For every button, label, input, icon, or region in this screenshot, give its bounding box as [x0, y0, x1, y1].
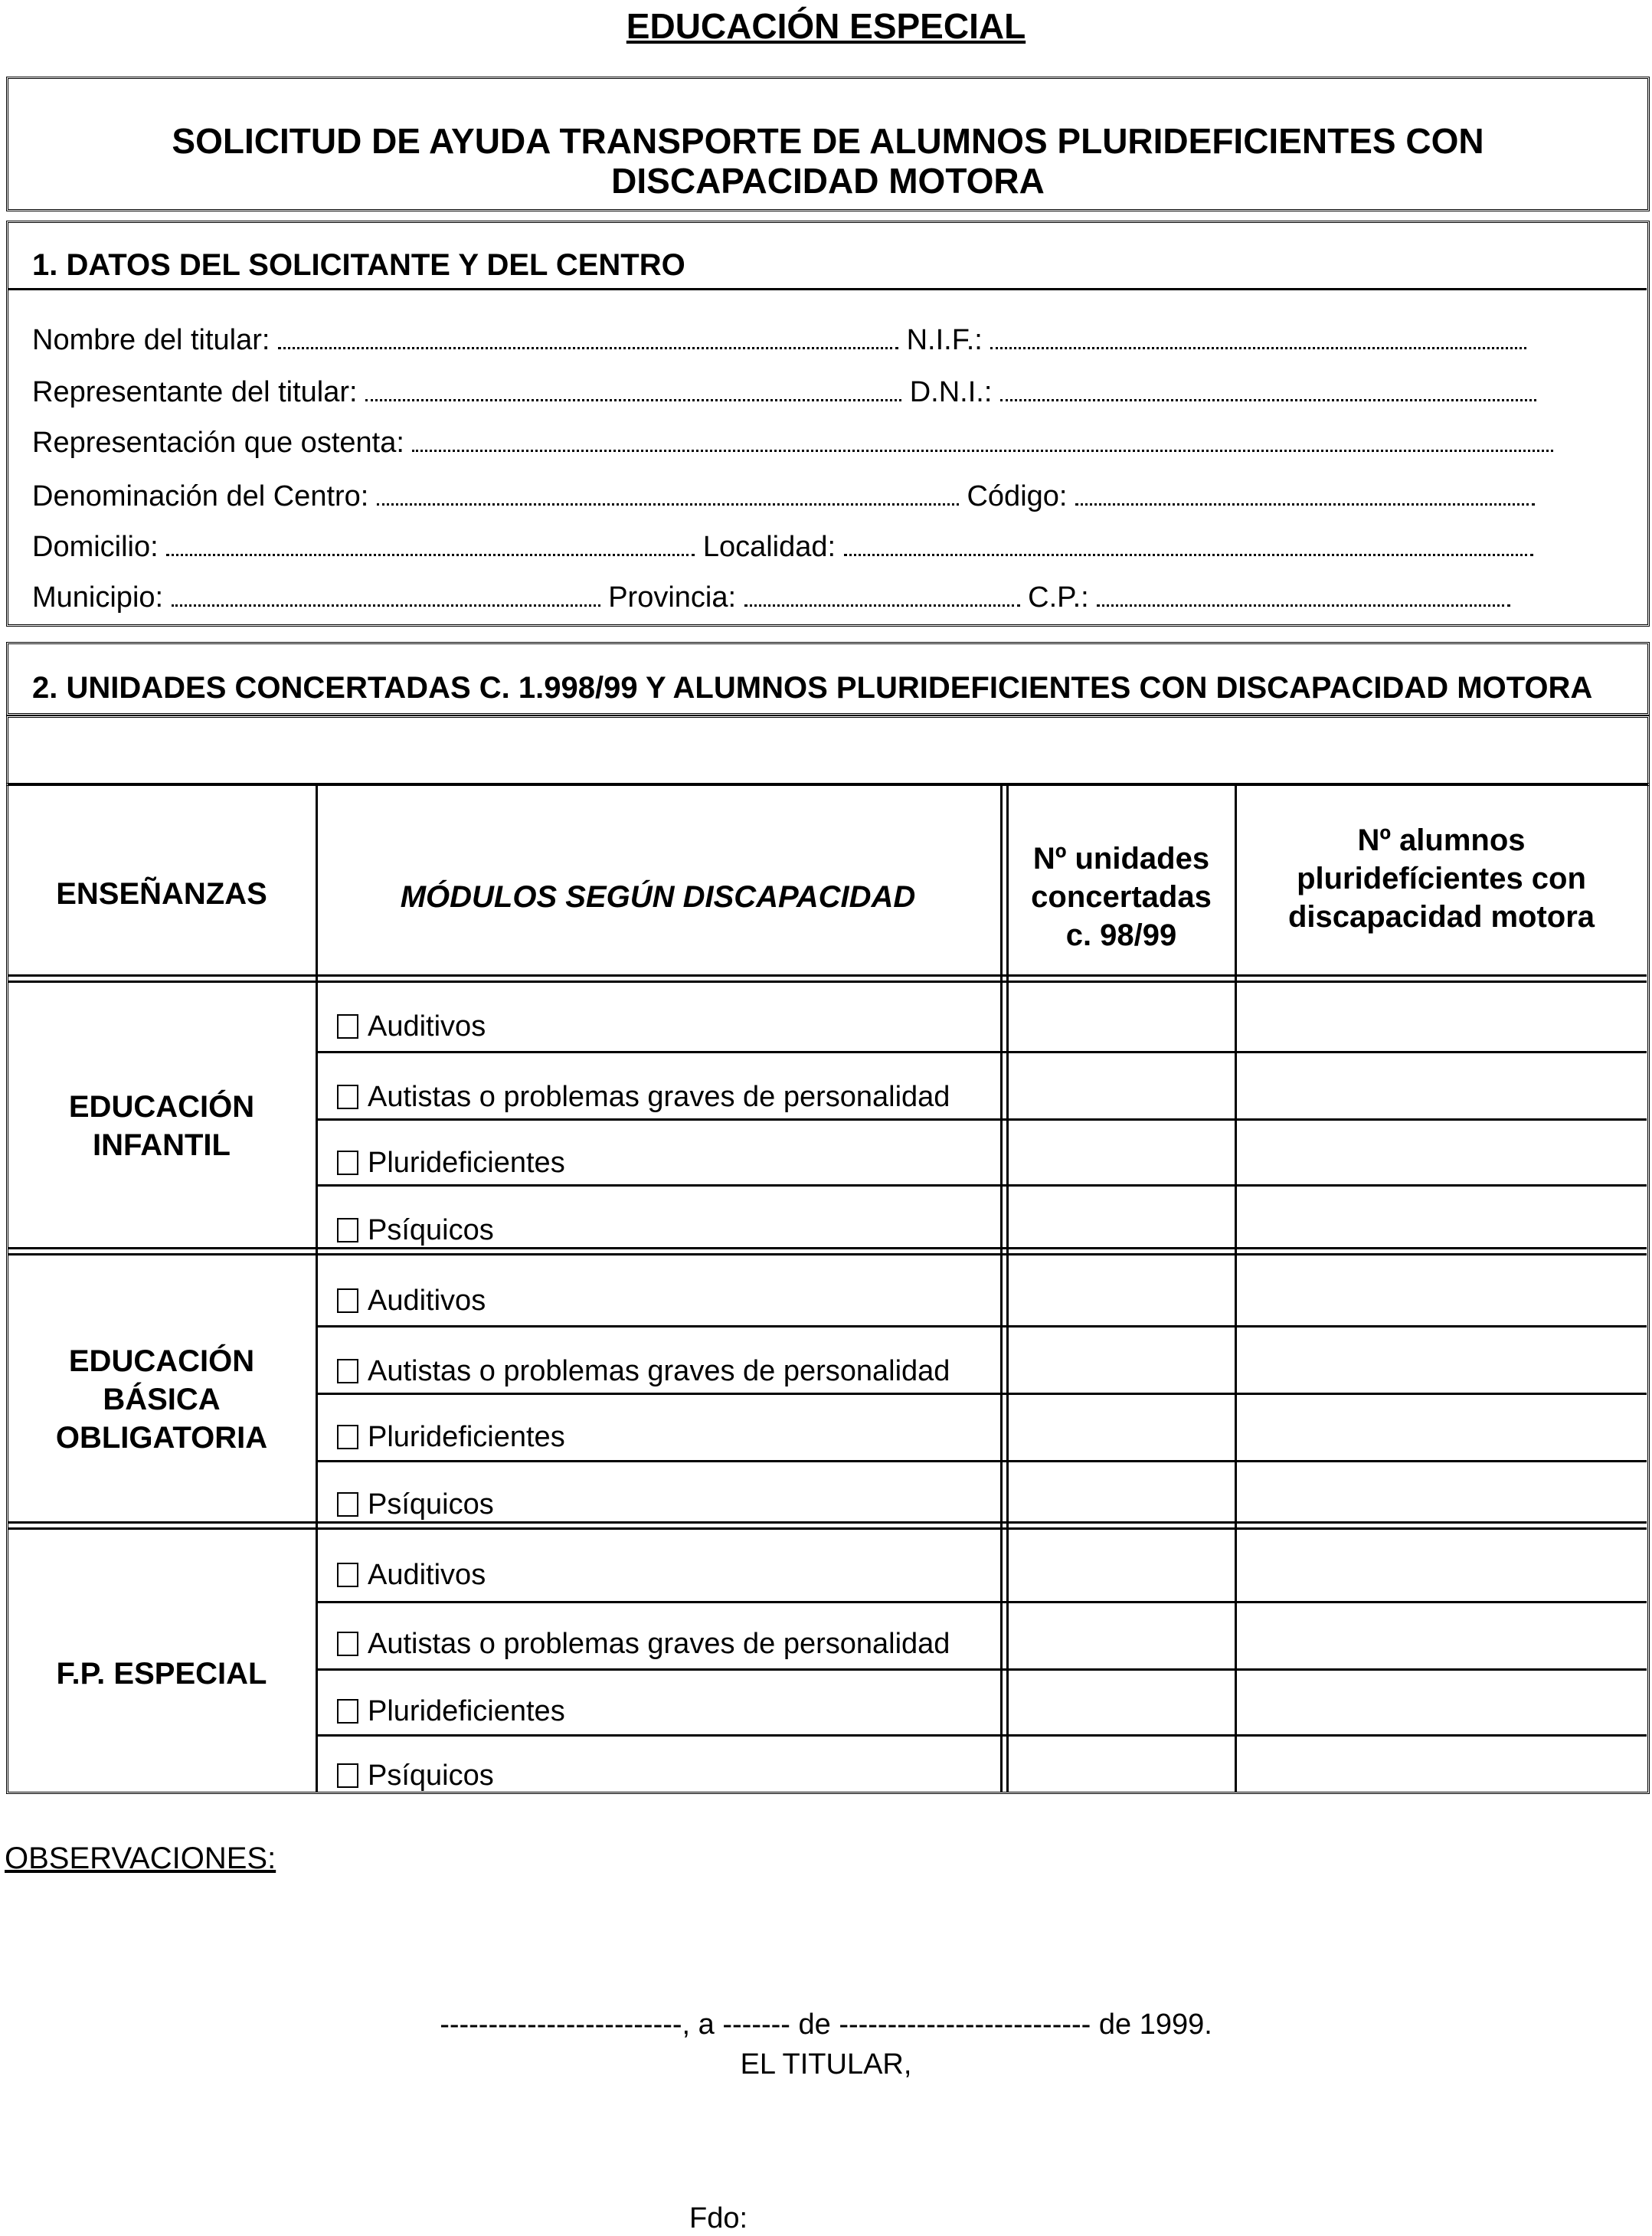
module-label: Autistas o problemas graves de personalidad [368, 1628, 950, 1660]
header-unidades-l2: concertadas [1031, 880, 1212, 914]
module-plurideficientes[interactable] [337, 1694, 565, 1728]
dots [844, 531, 1533, 556]
group-divider-1 [8, 1247, 1647, 1249]
module-label: Plurideficientes [368, 1421, 565, 1453]
module-label: Auditivos [368, 1559, 486, 1591]
checkbox[interactable] [337, 1359, 358, 1383]
group-label-l1: EDUCACIÓN [68, 1090, 255, 1124]
field-domicilio[interactable] [32, 530, 1533, 564]
header-unidades-l1: Nº unidades [1032, 842, 1210, 876]
group-label-infantil [8, 1088, 316, 1164]
module-auditivos[interactable] [337, 1010, 486, 1043]
header-alumnos [1236, 821, 1647, 936]
row-line [316, 1325, 1647, 1328]
label-provincia: Provincia: [608, 581, 737, 614]
row-line [316, 1118, 1647, 1121]
row-line [316, 1393, 1647, 1395]
module-auditivos[interactable] [337, 1284, 486, 1318]
group-label-l3: OBLIGATORIA [55, 1421, 268, 1455]
dots [377, 480, 959, 506]
group-label-l2: BÁSICA [103, 1383, 221, 1416]
module-label: Psíquicos [368, 1760, 494, 1792]
field-nombre-titular[interactable] [32, 323, 1526, 357]
checkbox[interactable] [337, 1218, 358, 1242]
module-autistas[interactable] [337, 1627, 950, 1661]
header-bottom-2 [8, 981, 1647, 983]
checkbox[interactable] [337, 1699, 358, 1724]
signature-titular: EL TITULAR, [740, 2048, 912, 2080]
dots [278, 324, 898, 349]
dots [744, 581, 1020, 607]
field-representante[interactable] [32, 375, 1536, 409]
module-psiquicos[interactable] [337, 1213, 494, 1247]
dots [166, 531, 695, 556]
group-divider-2b [8, 1527, 1647, 1530]
group-divider-2 [8, 1521, 1647, 1524]
header-bottom [8, 974, 1647, 977]
label-localidad: Localidad: [702, 531, 836, 563]
header-unidades [1008, 840, 1235, 954]
dots [1075, 480, 1535, 506]
label-cp: C.P.: [1028, 581, 1089, 614]
checkbox[interactable] [337, 1288, 358, 1313]
label-denominacion: Denominación del Centro: [32, 480, 369, 512]
label-nombre-titular: Nombre del titular: [32, 324, 270, 356]
header-alumnos-l3: discapacidad motora [1287, 900, 1595, 934]
module-auditivos[interactable] [337, 1558, 486, 1592]
row-line [316, 1051, 1647, 1053]
module-label: Autistas o problemas graves de personalidad [368, 1355, 950, 1387]
group-label-basica [8, 1342, 316, 1457]
checkbox[interactable] [337, 1632, 358, 1656]
module-label: Plurideficientes [368, 1695, 565, 1727]
header-modulos: MÓDULOS SEGÚN DISCAPACIDAD [400, 880, 916, 914]
group-divider-1b [8, 1253, 1647, 1255]
module-psiquicos[interactable] [337, 1488, 494, 1521]
header-unidades-l3: c. 98/99 [1065, 918, 1177, 952]
checkbox[interactable] [337, 1151, 358, 1175]
module-autistas[interactable] [337, 1354, 950, 1388]
checkbox[interactable] [337, 1014, 358, 1039]
group-label-l1: EDUCACIÓN [68, 1344, 255, 1378]
row-line [316, 1184, 1647, 1187]
dots [365, 376, 901, 401]
signature-fdo: Fdo: [689, 2202, 748, 2234]
signature-date-line[interactable]: -------------------------, a ------- de -------------------------- de 1999. [440, 2008, 1212, 2041]
label-nif: N.I.F.: [906, 324, 983, 356]
form-title-line1: SOLICITUD DE AYUDA TRANSPORTE DE ALUMNOS PLURIDEFICIENTES CON [172, 121, 1484, 161]
module-label: Auditivos [368, 1285, 486, 1317]
module-label: Auditivos [368, 1010, 486, 1043]
row-line [316, 1668, 1647, 1671]
field-representacion[interactable] [32, 426, 1553, 460]
row-line [316, 1734, 1647, 1737]
dots [1097, 581, 1510, 607]
section1-title: 1. DATOS DEL SOLICITANTE Y DEL CENTRO [32, 248, 685, 282]
section2-empty-band [6, 715, 1650, 786]
module-autistas[interactable] [337, 1080, 950, 1114]
section2-title: 2. UNIDADES CONCERTADAS C. 1.998/99 Y ALUMNOS PLURIDEFICIENTES CON DISCAPACIDAD MOTORA [32, 671, 1593, 705]
label-domicilio: Domicilio: [32, 531, 159, 563]
dots [412, 427, 1553, 452]
module-plurideficientes[interactable] [337, 1420, 565, 1454]
module-label: Plurideficientes [368, 1147, 565, 1179]
col-divider-2 [1000, 784, 1003, 1792]
module-label: Autistas o problemas graves de personalidad [368, 1081, 950, 1113]
dots [1000, 376, 1536, 401]
field-denominacion[interactable] [32, 480, 1535, 513]
dots [990, 324, 1526, 349]
module-label: Psíquicos [368, 1214, 494, 1246]
page-title: EDUCACIÓN ESPECIAL [626, 6, 1026, 46]
dots [172, 581, 600, 607]
col-divider-1 [316, 784, 318, 1792]
section1-divider [8, 288, 1647, 290]
label-dni: D.N.I.: [909, 376, 993, 408]
header-alumnos-l1: Nº alumnos [1357, 823, 1526, 857]
field-municipio[interactable] [32, 581, 1510, 614]
observaciones-label: OBSERVACIONES: [5, 1842, 276, 1875]
row-line [316, 1601, 1647, 1603]
checkbox[interactable] [337, 1492, 358, 1517]
label-codigo: Código: [967, 480, 1068, 512]
row-line [316, 1460, 1647, 1462]
header-ensenanzas: ENSEÑANZAS [56, 877, 267, 911]
checkbox[interactable] [337, 1563, 358, 1587]
group-label-l2: INFANTIL [93, 1128, 231, 1162]
module-plurideficientes[interactable] [337, 1146, 565, 1180]
group-label-fp [8, 1655, 316, 1693]
form-title [6, 121, 1650, 201]
group-label-l1: F.P. ESPECIAL [56, 1657, 267, 1691]
label-representante: Representante del titular: [32, 376, 358, 408]
module-psiquicos[interactable] [337, 1759, 494, 1792]
label-representacion: Representación que ostenta: [32, 427, 404, 459]
checkbox[interactable] [337, 1425, 358, 1449]
form-title-line2: DISCAPACIDAD MOTORA [611, 161, 1045, 201]
checkbox[interactable] [337, 1763, 358, 1788]
label-municipio: Municipio: [32, 581, 164, 614]
module-label: Psíquicos [368, 1488, 494, 1521]
header-alumnos-l2: pluridefícientes con [1297, 862, 1586, 895]
checkbox[interactable] [337, 1085, 358, 1109]
